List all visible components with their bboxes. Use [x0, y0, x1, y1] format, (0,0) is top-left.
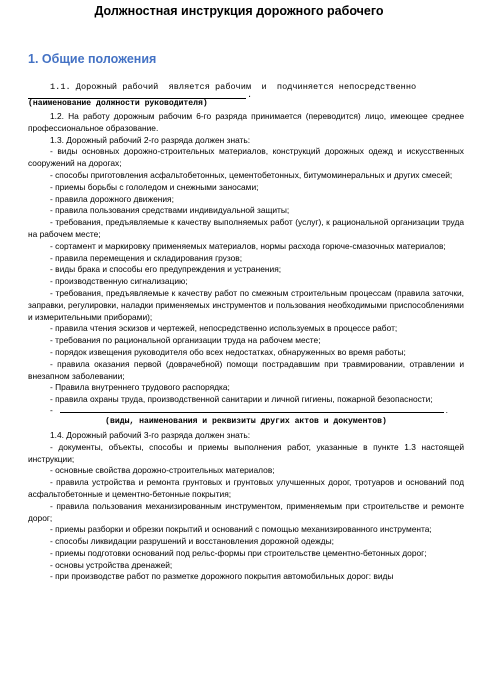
paragraph: - правила пользования механизированным инструментом, применяемым при строительстве и ремонте дорог;: [28, 500, 464, 523]
list-before: [28, 111, 464, 406]
documents-blank: [28, 406, 464, 430]
paragraph: - правила пользования средствами индивидуальной защиты;: [50, 205, 290, 216]
clause-1-1: 1.1. Дорожный рабочий является рабочим и подчиняется непосредственно: [50, 82, 417, 92]
paragraph: - правила дорожного движения;: [50, 193, 174, 204]
blank-prefix: -: [50, 404, 53, 415]
paragraph: - документы, объекты, способы и приемы выполнения работ, указанные в пункте 1.3 настоящей инструкции;: [28, 441, 464, 464]
paragraph: - при производстве работ по разметке дорожного покрытия автомобильных дорог: виды: [50, 571, 394, 582]
paragraph: - сортамент и маркировку применяемых материалов, нормы расхода горюче-смазочных материалов;: [50, 240, 446, 251]
paragraph: - основные свойства дорожно-строительных материалов;: [50, 465, 275, 476]
paragraph: 1.2. На работу дорожным рабочим 6-го разряда принимается (переводится) лицо, имеющее среднее профессиональное образование.: [28, 111, 464, 133]
head-caption: (наименование должности руководителя): [28, 99, 208, 108]
paragraph: - требования по рациональной организации труда на рабочем месте;: [50, 335, 321, 346]
paragraph: - виды брака и способы его предупреждения и устранения;: [50, 264, 282, 275]
paragraph: - приемы подготовки оснований под рельс-формы при строительстве цементно-бетонных дорог;: [50, 547, 427, 558]
paragraph: - производственную сигнализацию;: [50, 276, 188, 287]
document-body: [28, 111, 464, 583]
paragraph: - способы ликвидации разрушений и восстановления дорожной одежды;: [50, 536, 334, 547]
paragraph: - приемы борьбы с гололедом и снежными заносами;: [50, 181, 259, 192]
documents-blank-line: [60, 412, 444, 413]
section-heading: 1. Общие положения: [28, 52, 157, 66]
paragraph: 1.4. Дорожный рабочий 3-го разряда должен знать:: [50, 429, 251, 440]
list-after: [28, 430, 464, 583]
paragraph: - требования, предъявляемые к качеству работ по смежным строительным процессам (правила заточки, заправки, регулировки, наладки применяемых инструментов и пользования необходимыми приспособлениями и измерительными приборами);: [28, 287, 464, 322]
paragraph: - порядок извещения руководителя обо всех недостатках, обнаруженных во время работы;: [50, 346, 406, 357]
paragraph: - правила чтения эскизов и чертежей, непосредственно используемых в процессе работ;: [50, 323, 398, 334]
document-title: Должностная инструкция дорожного рабочего: [94, 4, 384, 18]
paragraph: - приемы разборки и обрезки покрытий и оснований с помощью механизированного инструмента;: [50, 524, 432, 535]
documents-caption: (виды, наименования и реквизиты других актов и документов): [105, 416, 387, 426]
paragraph: - правила оказания первой (доврачебной) помощи пострадавшим при травмировании, отравлении и внезапном заболевании;: [28, 358, 464, 381]
blank-suffix: .: [445, 404, 448, 415]
paragraph: 1.3. Дорожный рабочий 2-го разряда должен знать:: [50, 134, 251, 145]
paragraph: - Правила внутреннего трудового распорядка;: [50, 382, 230, 393]
paragraph: - основы устройства дренажей;: [50, 559, 173, 570]
paragraph: - правила перемещения и складирования грузов;: [50, 252, 243, 263]
paragraph: - виды основных дорожно-строительных материалов, конструкций дорожных одежд и искусственных сооружений на дорогах;: [28, 146, 464, 169]
clause-1-1-period: .: [247, 90, 253, 100]
paragraph: - способы приготовления асфальтобетонных, цементобетонных, битумоминеральных и других смесей;: [50, 169, 453, 180]
paragraph: - правила устройства и ремонта грунтовых и грунтовых улучшенных дорог, тротуаров и оснований под асфальтобетонные и цементно-бетонные покрытия;: [28, 477, 464, 499]
paragraph: - требования, предъявляемые к качеству выполняемых работ (услуг), к рациональной организации труда на рабочем месте;: [28, 217, 464, 239]
paragraph: - правила охраны труда, производственной санитарии и личной гигиены, пожарной безопасности;: [50, 394, 433, 405]
